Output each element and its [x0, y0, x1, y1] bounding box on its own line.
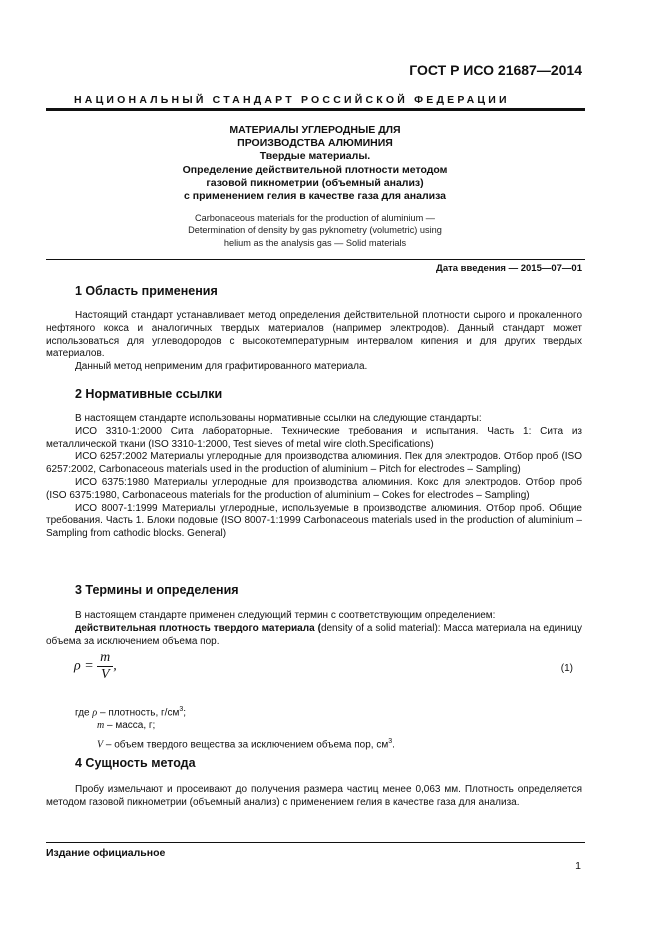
section-4-body	[46, 784, 582, 810]
paragraph: Данный метод неприменим для графитированного материала.	[75, 361, 368, 373]
var-symbol: V	[97, 739, 104, 751]
paragraph: В настоящем стандарте применен следующий термин с соответствующим определением:	[75, 610, 496, 621]
paragraph: ИСО 6375:1980 Материалы углеродные для производства алюминия. Кокс для электродов. Отбор проб (ISO 6375:1980, Carbonaceous materials for the production of aluminium – Cokes for electrodes – Sampling)	[46, 476, 582, 501]
section-2-body	[46, 413, 582, 541]
where-label: где	[75, 707, 90, 719]
title-ru-line: Определение действительной плотности методом	[182, 163, 448, 176]
var-end: ;	[183, 707, 187, 719]
title-ru-line: МАТЕРИАЛЫ УГЛЕРОДНЫЕ ДЛЯ	[229, 124, 401, 136]
formula-denominator: V	[100, 667, 110, 682]
title-ru-line: ПРОИЗВОДСТВА АЛЮМИНИЯ	[237, 137, 393, 150]
variable-legend	[75, 704, 395, 752]
term: действительная плотность твердого материала (	[75, 622, 321, 634]
introduction-date: Дата введения — 2015—07—01	[436, 263, 582, 274]
formula-numerator: m	[97, 650, 113, 667]
var-end: .	[392, 739, 395, 751]
title-ru	[140, 124, 490, 203]
term-definition	[46, 623, 582, 649]
title-en-line: helium as the analysis gas — Solid materials	[223, 237, 407, 248]
paragraph: Пробу измельчают и просеивают до получения размера частиц менее 0,063 мм. Плотность определяется методом газовой пикнометрии (объемный анализ) с применением гелия в качестве газа для анализа.	[46, 784, 582, 808]
var-sup: 3	[179, 706, 184, 713]
section-4-heading: 4 Сущность метода	[75, 756, 196, 770]
title-en	[140, 212, 490, 249]
official-edition-label: Издание официальное	[46, 847, 166, 859]
paragraph: В настоящем стандарте использованы нормативные ссылки на следующие стандарты:	[75, 413, 482, 424]
formula-lhs: ρ =	[74, 658, 94, 674]
section-3-heading: 3 Термины и определения	[75, 583, 239, 597]
footer-divider	[46, 842, 585, 843]
variable-rho	[75, 704, 395, 720]
var-desc: – объем твердого вещества за исключением объема пор, см	[103, 739, 389, 751]
variable-m	[75, 720, 395, 733]
title-en-line: Carbonaceous materials for the production of aluminium —	[194, 213, 435, 223]
title-divider	[46, 259, 585, 260]
document-number: ГОСТ Р ИСО 21687—2014	[409, 62, 582, 78]
formula-tail: ,	[113, 658, 117, 674]
section-2-heading: 2 Нормативные ссылки	[75, 387, 223, 401]
paragraph: ИСО 3310-1:2000 Сита лабораторные. Технические требования и испытания. Часть 1: Сита из металлической ткани (ISO 3310-1:2000, Test sieves of metal wire cloth.Specifications)	[46, 425, 582, 450]
var-desc: – плотность, г/см	[97, 707, 180, 719]
paragraph: Настоящий стандарт устанавливает метод определения действительной плотности сырого и прокаленного нефтяного кокса и аналогичных твердых материалов (например электродов). Данный стандарт может использоваться для углеводородов с высокотемпературным интервалом кипения и для других твердых материалов.	[46, 310, 582, 360]
page-number: 1	[575, 860, 581, 872]
var-symbol: m	[97, 720, 105, 732]
variable-v	[75, 736, 395, 752]
section-1-heading: 1 Область применения	[75, 284, 218, 298]
formula-fraction	[97, 650, 113, 683]
paragraph: ИСО 8007-1:1999 Материалы углеродные, используемые в производстве алюминия. Отбор проб. Общие требования. Часть 1. Блоки подовые (ISO 8007-1:1999 Carbonaceous materials used in the production of aluminium – Sampling from cathodic blocks. General)	[46, 502, 582, 540]
section-1-body	[46, 310, 582, 374]
term-definition-text: density of a solid material): Масса материала на единицу объема за исключением объема пор.	[46, 622, 582, 647]
formula	[74, 650, 117, 683]
national-standard-banner: НАЦИОНАЛЬНЫЙ СТАНДАРТ РОССИЙСКОЙ ФЕДЕРАЦИИ	[74, 94, 510, 106]
section-3-body	[46, 610, 582, 648]
title-en-line: Determination of density by gas pyknometry (volumetric) using	[188, 225, 442, 236]
title-ru-line: газовой пикнометрии (объемный анализ)	[206, 176, 424, 189]
var-desc: – масса, г;	[104, 720, 156, 732]
title-ru-line: с применением гелия в качестве газа для анализа	[183, 190, 446, 203]
title-ru-line: Твердые материалы.	[259, 150, 371, 163]
var-sup: 3	[388, 737, 393, 745]
header-divider	[46, 108, 585, 111]
var-symbol: ρ	[92, 707, 98, 719]
formula-number: (1)	[560, 663, 573, 674]
paragraph: ИСО 6257:2002 Материалы углеродные для производства алюминия. Пек для электродов. Отбор проб (ISO 6257:2002, Carbonaceous materials used in the production of aluminium – Pitch for electrodes – Sampling)	[46, 451, 582, 476]
